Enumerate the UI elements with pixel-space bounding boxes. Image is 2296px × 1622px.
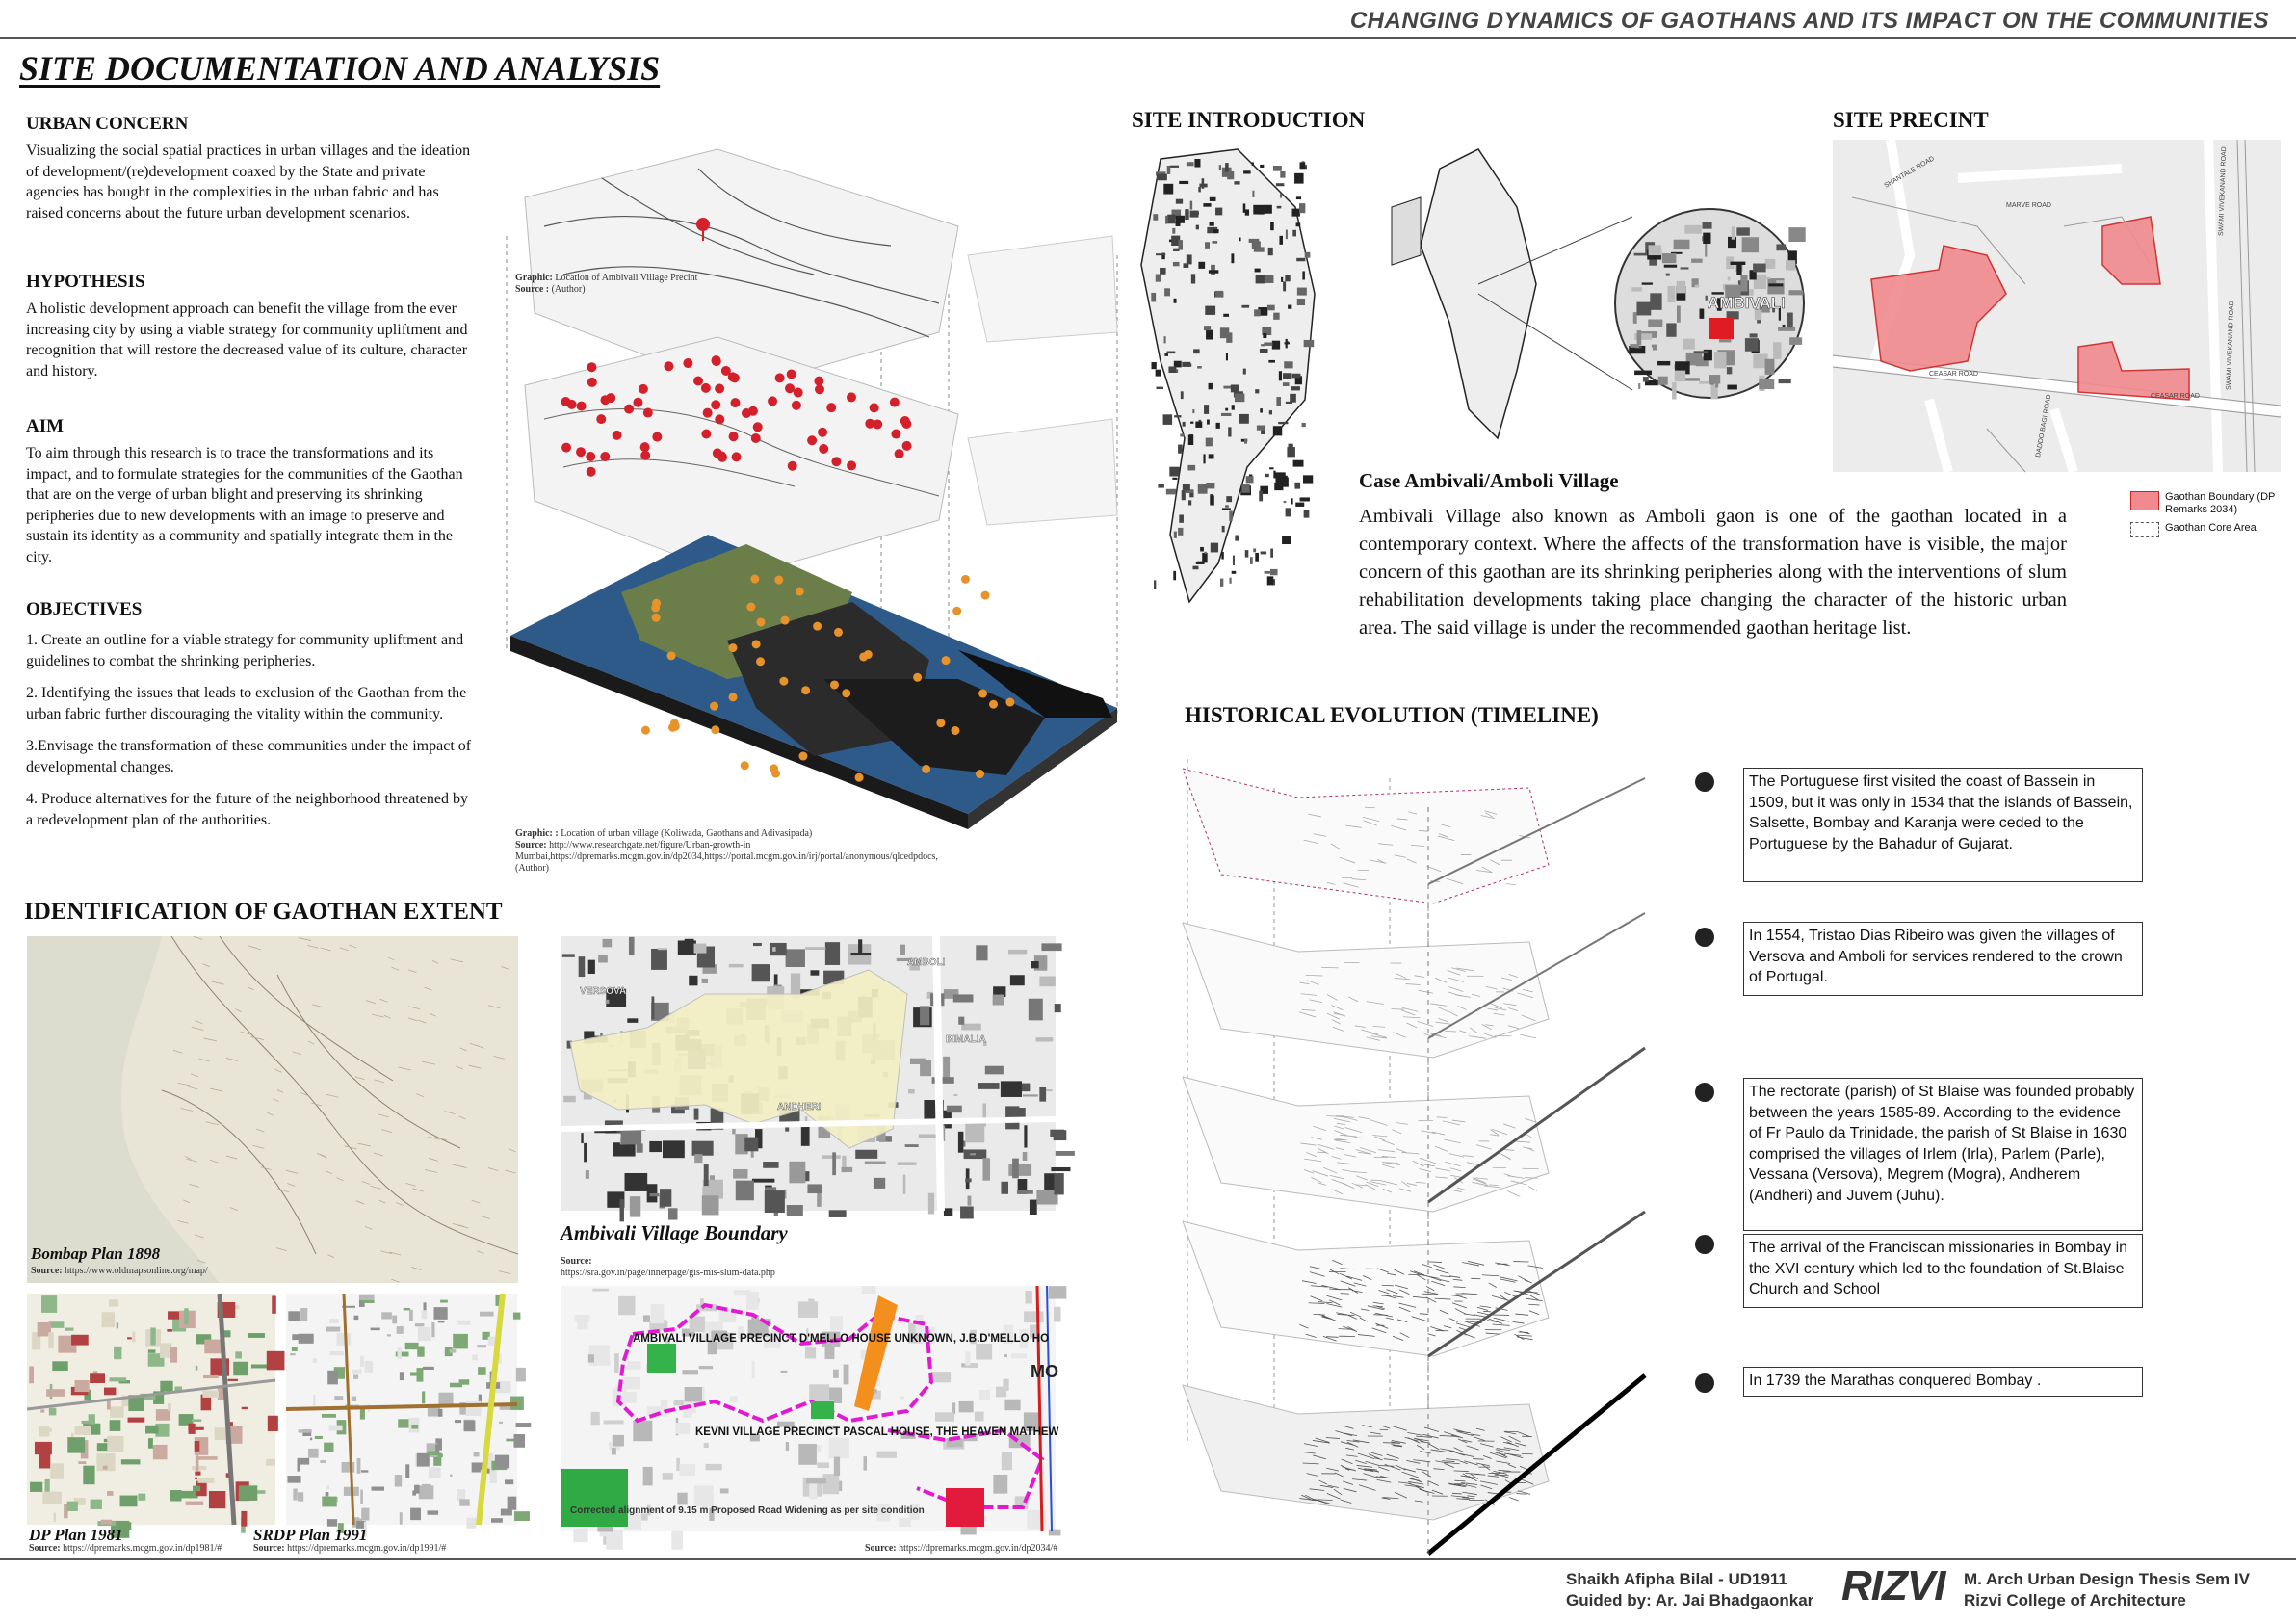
gaothan-extent-heading: IDENTIFICATION OF GAOTHAN EXTENT [24,899,503,925]
urban-concern-heading: URBAN CONCERN [26,114,189,134]
ambivali-boundary-map [561,936,1056,1211]
ambivali-map-label: AMBIVALI [1708,294,1786,312]
legend-item [2130,522,2294,537]
case-section [1359,469,2067,642]
road-label: SHANTALE ROAD [1883,155,1936,190]
srdp-plan-1991-source [253,1543,446,1555]
srdp-plan-1991-caption: SRDP Plan 1991 [253,1526,368,1544]
objectives-section [26,599,479,830]
bombay-plan-1898-map [27,936,518,1283]
dp-2034-map [561,1286,1059,1531]
graphic-text: Location of Ambivali Village Precint [552,273,698,283]
road-label: SWAMI VIVEKANAND ROAD [2226,301,2236,391]
srdp-plan-1991-map [286,1294,517,1525]
timeline-event: The Portuguese first visited the coast of Bassein in 1509, but it was only in 1534 that the islands of Bassein, Salsette, Bombay and Karanja were ceded to the Portuguese by the Bahadur of Gujarat. [1743,768,2143,882]
site-precint-map [1833,140,2281,472]
ambivali-boundary-caption: Ambivali Village Boundary [561,1221,788,1244]
source-label: Source: [29,1543,61,1554]
road-label: MARVE ROAD [2006,202,2051,209]
timeline-heading: HISTORICAL EVOLUTION (TIMELINE) [1185,703,1599,727]
college-name: Rizvi College of Architecture [1964,1591,2186,1609]
source-label: Source: [253,1543,285,1554]
timeline-dot [1695,772,1714,792]
hypothesis-text: A holistic development approach can benefit the village from the ever increasing city by using a viable strategy for community upliftment and recognition that will restore the decreased value of its culture, character and history. [26,301,468,379]
objective-item: 1. Create an outline for a viable strategy for community upliftment and guidelines to combat the shrinking peripheries. [26,632,464,669]
student-name: Shaikh Afipha Bilal - UD1911 [1566,1570,1787,1588]
urban-concern-section [26,114,479,223]
guide-name: Guided by: Ar. Jai Bhadgaonkar [1566,1591,1814,1609]
dp-plan-1981-map [27,1294,275,1525]
map-area-label: AMBOLI [907,957,946,968]
dp-plan-1981-source [29,1543,222,1555]
road-label: SWAMI VIVEKANAND ROAD [2218,146,2229,237]
aim-text: To aim through this research is to trace the transformations and its impact, and to formulate strategies for the communities of the Gaothan that are on the verge of urban blight and preserving its shrinking peripheries due to new developments with an image to preserve and sustain its identity as a community and spatially integrate them in the city. [26,445,463,565]
hypothesis-section [26,272,479,381]
aim-section [26,416,479,567]
precinct-label: KEVNI VILLAGE PRECINCT PASCAL HOUSE, THE HEAVEN MATHEW [695,1426,1059,1438]
project-title: CHANGING DYNAMICS OF GAOTHANS AND ITS IMPACT ON THE COMMUNITIES [1349,8,2269,34]
course-name: M. Arch Urban Design Thesis Sem IV [1964,1570,2250,1588]
footer-divider [0,1558,2296,1560]
graphic-label: Graphic: [515,273,553,283]
source-text: https://www.oldmapsonline.org/map/ [62,1266,208,1276]
source-text: https://dpremarks.mcgm.gov.in/dp2034/# [896,1543,1058,1554]
graphic-caption-urban-villages [515,828,938,875]
legend-swatch [2130,522,2159,537]
ambivali-boundary-source [561,1256,946,1279]
layered-location-graphic [506,140,1122,886]
aim-heading: AIM [26,416,65,436]
timeline-event: The rectorate (parish) of St Blaise was founded probably between the years 1585-89. According to the evidence of Fr Paulo da Trinidade, the parish of St Blaise in 1630 comprised the villages of Irlem (Irla), Parlem (Parle), Vessana (Versova), Megrem (Mogra), Andherem (Andheri) and Juvem (Juhu). [1743,1078,2143,1231]
source-label: Source: [865,1543,897,1554]
bombay-plan-1898-source [31,1266,208,1277]
case-text: Ambivali Village also known as Amboli gaon is one of the gaothan located in a contemporary context. Where the affects of the transformation have is visible, the major concern of this gaothan are its shrinking peripheries along with the interventions of slum rehabilitation developments taking place changing the character of the historic urban area. The said village is under the recommended gaothan heritage list. [1359,506,2067,639]
dp-plan-1981-caption: DP Plan 1981 [29,1526,123,1544]
map-area-label: BIMALIA [946,1034,986,1045]
source-text: https://dpremarks.mcgm.gov.in/dp1991/# [284,1543,447,1554]
hypothesis-heading: HYPOTHESIS [26,272,145,292]
timeline-dot [1695,1235,1714,1254]
timeline-dot [1695,1373,1714,1393]
legend-swatch [2130,491,2159,510]
bombay-plan-1898-caption: Bombap Plan 1898 [31,1244,161,1263]
road-widening-note: Corrected alignment of 9.15 m Proposed Road Widening as per site condition [570,1505,925,1516]
legend-label: Gaothan Core Area [2165,522,2257,534]
road-label: DADDO BAGI ROAD [2035,394,2053,458]
dp-2034-source [865,1543,1057,1555]
source-text: http://www.researchgate.net/figure/Urban-growth-in Mumbai,https://dpremarks.mcgm.gov.in/dp2034,https://portal.mcgm.gov.in/irj/portal/anonymous/qlcedpdocs,(Author) [515,840,938,874]
site-precint-heading: SITE PRECINT [1833,108,1989,132]
header-divider [0,37,2296,39]
objective-item: 3.Envisage the transformation of these communities under the impact of developmental changes. [26,738,472,775]
source-label: Source: [515,840,547,850]
timeline-event: In 1554, Tristao Dias Ribeiro was given the villages of Versova and Amboli for services rendered to the crown of Portugal. [1743,922,2143,996]
rizvi-logo: RIZVI [1841,1562,1945,1609]
graphic-caption-ambivali [515,273,727,296]
road-label: CEASAR ROAD [2151,393,2200,400]
map-edge-label: MO [1031,1362,1058,1381]
village-marker-icon [696,218,710,231]
objective-item: 2. Identifying the issues that leads to exclusion of the Gaothan from the urban fabric further discouraging the vitality within the community. [26,685,467,722]
legend-item [2130,491,2294,516]
urban-concern-text: Visualizing the social spatial practices in urban villages and the ideation of development/(re)development coaxed by the State and private agencies has bought in the complexities in the urban fabric and has raised concerns about the future urban development scenarios. [26,143,471,222]
map-area-label: ANDHERI [777,1102,822,1112]
precint-legend [2130,491,2294,537]
objectives-heading: OBJECTIVES [26,599,143,619]
map-area-label: VERSOVA [580,986,627,997]
legend-label: Gaothan Boundary (DP Remarks 2034) [2165,491,2276,515]
source-label: Source: [31,1266,63,1276]
source-text: (Author) [549,284,586,295]
source-text: https://dpremarks.mcgm.gov.in/dp1981/# [60,1543,222,1554]
source-label: Source : [515,284,550,295]
source-label: Source: [561,1256,592,1267]
graphic-text: Location of urban village (Koliwada, Gaothans and Adivasipada) [558,828,813,839]
source-text: https://sra.gov.in/page/innerpage/gis-mis-slum-data.php [561,1268,775,1278]
site-intro-heading: SITE INTRODUCTION [1132,108,1366,132]
precinct-label: AMBIVALI VILLAGE PRECINCT D'MELLO HOUSE UNKNOWN, J.B.D'MELLO HO [633,1333,1050,1345]
objective-item: 4. Produce alternatives for the future of the neighborhood threatened by a redevelopment plan of the authorities. [26,791,468,828]
timeline-dot [1695,928,1714,947]
page-title: SITE DOCUMENTATION AND ANALYSIS [19,49,661,88]
road-label: CEASAR ROAD [1929,371,1978,378]
case-heading: Case Ambivali/Amboli Village [1359,469,1619,492]
timeline-event: The arrival of the Franciscan missionaries in Bombay in the XVI century which led to the foundation of St.Blaise Church and School [1743,1234,2143,1308]
timeline-event: In 1739 the Marathas conquered Bombay . [1743,1367,2143,1397]
timeline-dot [1695,1083,1714,1102]
timeline-layers-graphic [1183,749,1655,1558]
graphic-label: Graphic: : [515,828,559,839]
